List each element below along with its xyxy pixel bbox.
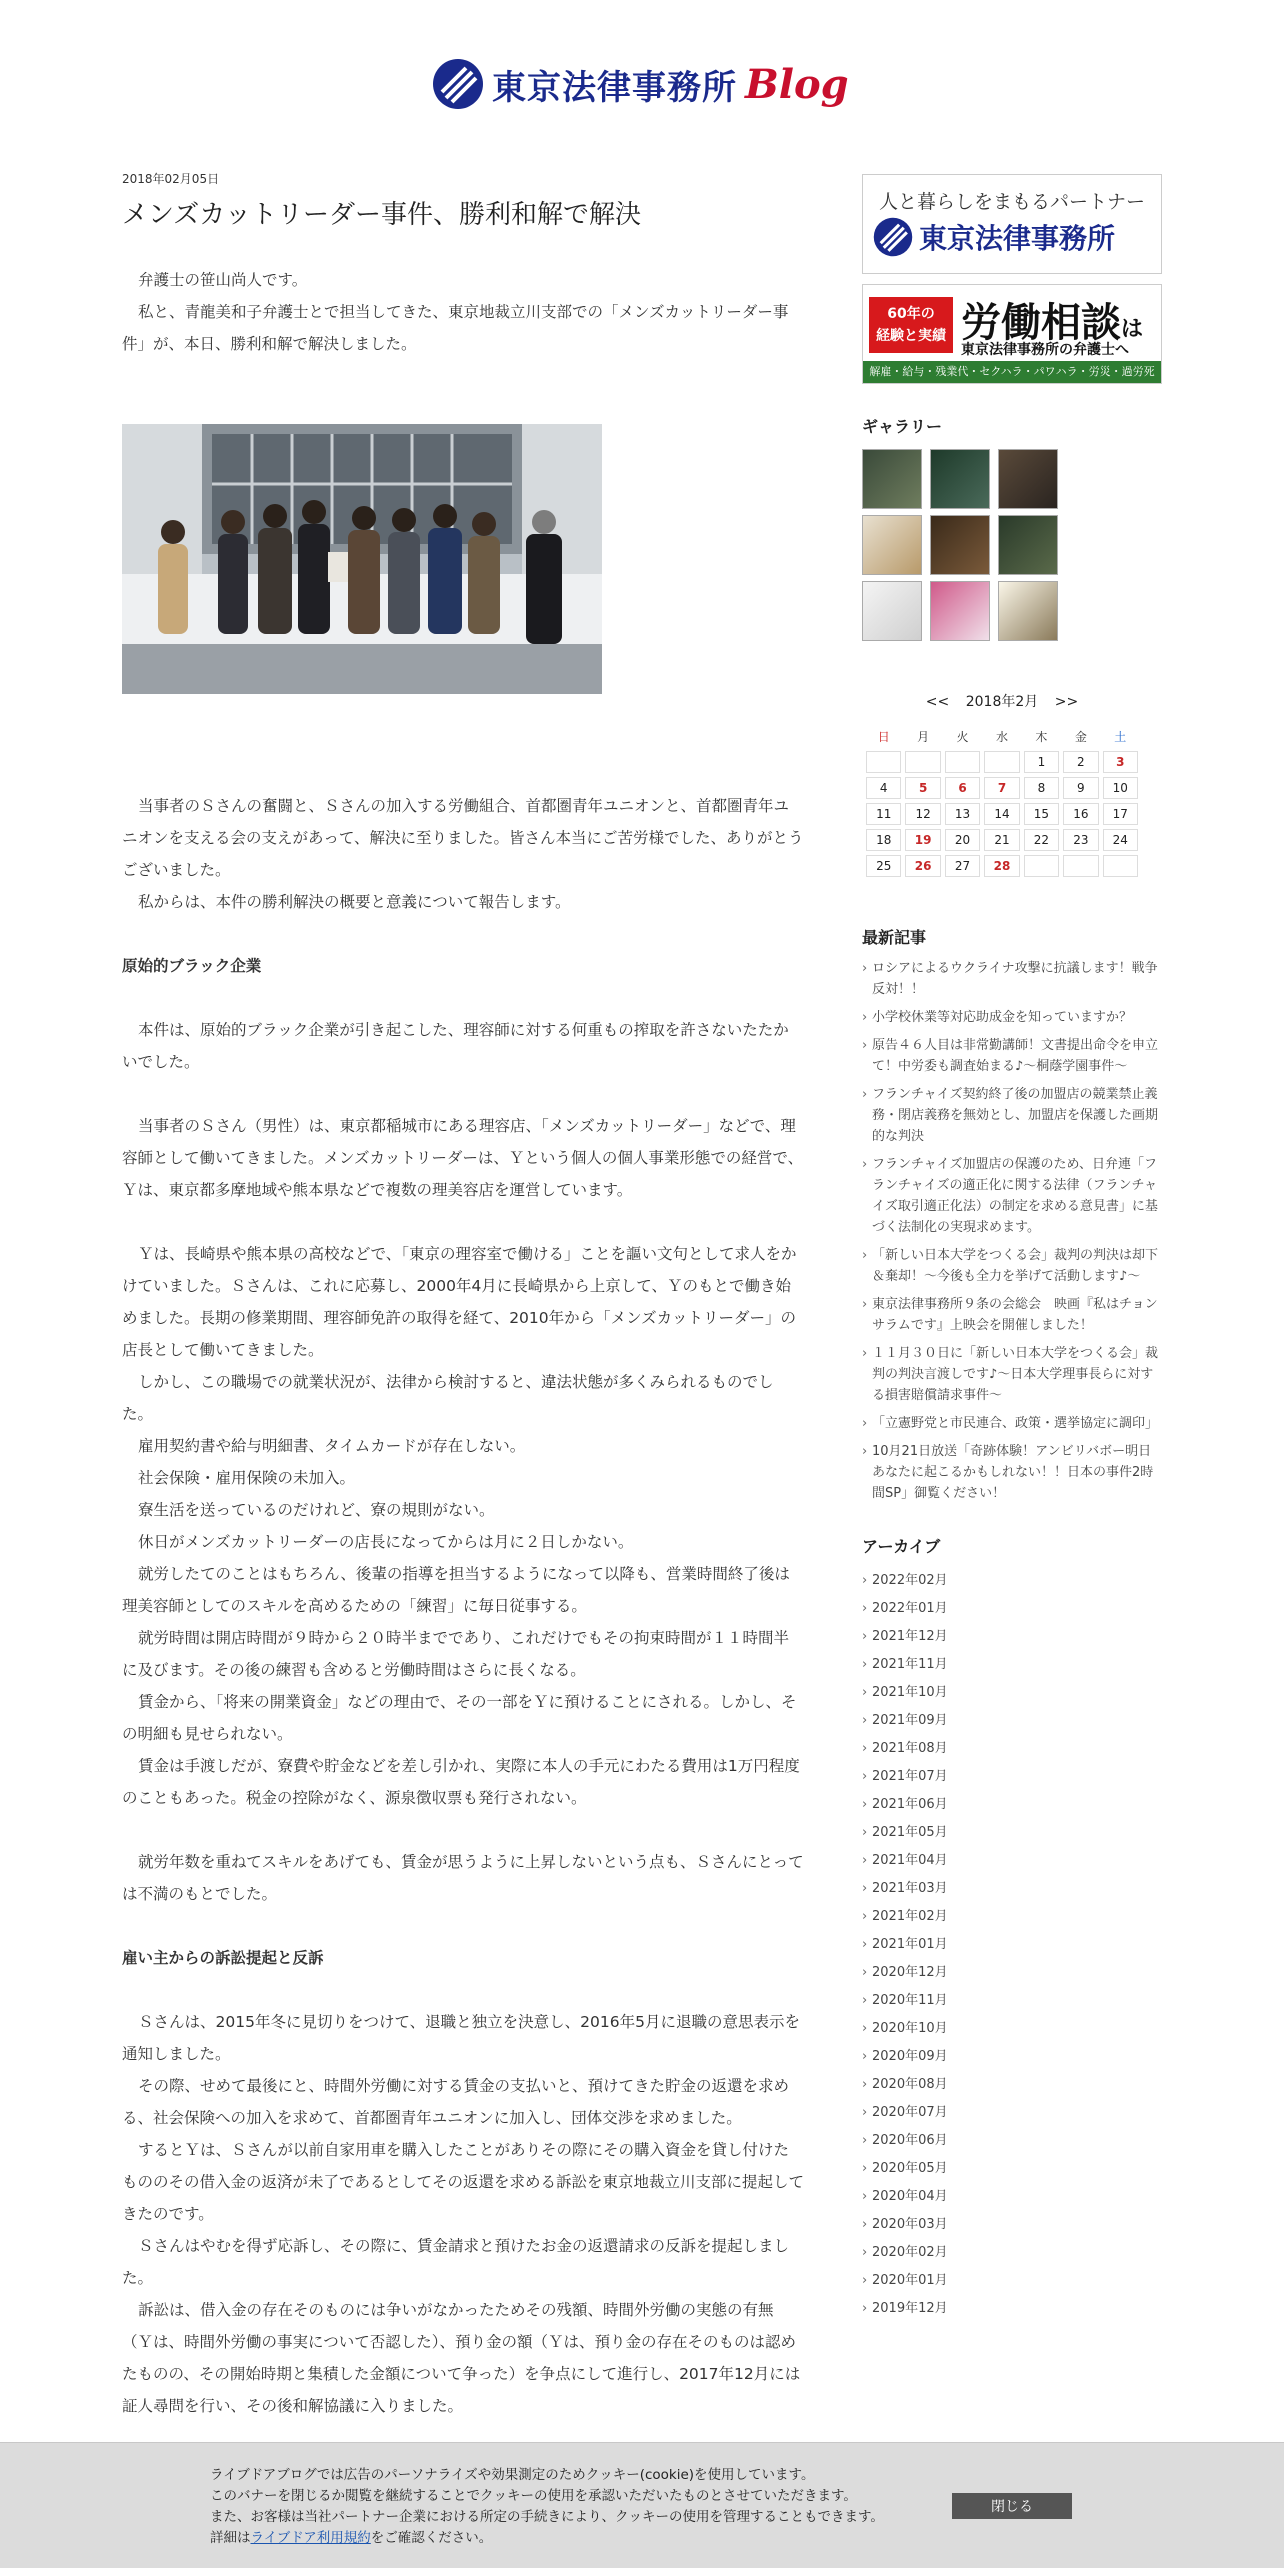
calendar-day[interactable]: 5 [905, 777, 940, 799]
experience-badge-line: 経験と実績 [876, 328, 946, 344]
labor-consultation-banner[interactable] [862, 284, 1162, 384]
gallery-heading: ギャラリー [862, 417, 943, 436]
gallery-thumbnail[interactable] [862, 515, 922, 575]
calendar-day: 22 [1024, 829, 1059, 851]
post-date: 2018年02月05日 [122, 172, 220, 186]
calendar-day: 2 [1063, 751, 1098, 773]
calendar-table [862, 721, 1142, 881]
calendar-day [945, 751, 980, 773]
sidebar [862, 174, 1162, 2323]
logo-blog-suffix: Blog [745, 60, 849, 108]
archive-month-link[interactable]: › 2021年08月 [862, 1735, 1162, 1763]
calendar-day[interactable]: 3 [1103, 751, 1138, 773]
calendar-day [984, 751, 1019, 773]
calendar-day [905, 751, 940, 773]
archive-month-link[interactable]: › 2021年12月 [862, 1623, 1162, 1651]
calendar-day [1063, 855, 1098, 877]
calendar-day: 11 [866, 803, 901, 825]
paragraph: 就労年数を重ねてスキルをあげても、賃金が思うように上昇しないという点も、Ｓさんにとっては不満のもとでした。 [122, 1853, 804, 1903]
group-photo-image [122, 424, 602, 694]
archive-month-link[interactable]: › 2021年01月 [862, 1931, 1162, 1959]
calendar-day: 27 [945, 855, 980, 877]
archive-month-link[interactable]: › 2021年05月 [862, 1819, 1162, 1847]
calendar-day[interactable]: 26 [905, 855, 940, 877]
archive-month-link[interactable]: › 2022年01月 [862, 1595, 1162, 1623]
labor-consultation-subtitle: 東京法律事務所の弁護士へ [961, 342, 1129, 358]
logo-text: 東京法律事務所 [492, 67, 737, 108]
post-title[interactable]: メンズカットリーダー事件、勝利和解で解決 [122, 200, 641, 230]
recent-post-link[interactable]: › 小学校休業等対応助成金を知っていますか？ [862, 1007, 1162, 1028]
blog-logo[interactable] [432, 54, 852, 114]
recent-post-link[interactable]: › 「新しい日本大学をつくる会」裁判の判決は却下＆棄却！～今後も全力を挙げて活動します♪～ [862, 1245, 1162, 1287]
calendar-day: 20 [945, 829, 980, 851]
paragraph: 休日がメンズカットリーダーの店長になってからは月に２日しかない。 [138, 1533, 634, 1551]
archive-month-link[interactable]: › 2021年10月 [862, 1679, 1162, 1707]
firm-logo-icon [432, 58, 484, 110]
weekday-header: 火 [956, 729, 969, 744]
calendar-day[interactable]: 7 [984, 777, 1019, 799]
gallery-thumbnail[interactable] [930, 515, 990, 575]
calendar-day[interactable]: 6 [945, 777, 980, 799]
section-heading: 原始的ブラック企業 [122, 957, 262, 975]
archive-list [862, 1567, 1162, 2323]
gallery-grid [862, 449, 1162, 641]
weekday-header: 水 [995, 729, 1008, 744]
firm-banner[interactable] [862, 174, 1162, 274]
recent-post-link[interactable]: › １１月３０日に「新しい日本大学をつくる会」裁判の判決言渡しです♪～日本大学理事長らに対する損害賠償請求事件～ [862, 1343, 1162, 1406]
cookie-notice-prefix: 詳細は [210, 2530, 251, 2546]
calendar-day: 14 [984, 803, 1019, 825]
recent-post-link[interactable]: › 「立憲野党と市民連合、政策・選挙協定に調印」 [862, 1413, 1162, 1434]
paragraph: 寮生活を送っているのだけれど、寮の規則がない。 [138, 1501, 495, 1519]
gallery-thumbnail[interactable] [862, 449, 922, 509]
labor-consultation-suffix: は [1121, 317, 1144, 342]
paragraph: 訴訟は、借入金の存在そのものには争いがなかったためその残額、時間外労働の実態の有無（Ｙは、時間外労働の事実について否認した）、預り金の額（Ｙは、預り金の存在そのものは認めたものの、その開始時期と集積した金額について争った）を争点にして進行し、2017年12月には証人尋問を行い、その後和解協議に入りました。 [122, 2301, 801, 2415]
experience-badge-line: 60年の [887, 306, 935, 322]
archive-month-link[interactable]: › 2020年06月 [862, 2127, 1162, 2155]
paragraph: 就労したてのことはもちろん、後輩の指導を担当するようになって以降も、営業時間終了後は理美容師としてのスキルを高めるための「練習」に毎日従事する。 [122, 1565, 790, 1615]
calendar-day: 15 [1024, 803, 1059, 825]
gallery-thumbnail[interactable] [998, 449, 1058, 509]
calendar-day: 10 [1103, 777, 1138, 799]
paragraph: Ｓさんはやむを得ず応訴し、その際に、賃金請求と預けたお金の返還請求の反訴を提起しました。 [122, 2237, 790, 2287]
paragraph: 当事者のＳさん（男性）は、東京都稲城市にある理容店、「メンズカットリーダー」などで、理容師として働いてきました。メンズカットリーダーは、Ｙという個人の個人事業形態での経営で、Ｙは、東京都多摩地域や熊本県などで複数の理美容店を運営しています。 [122, 1117, 804, 1199]
paragraph: 私と、青龍美和子弁護士とで担当してきた、東京地裁立川支部での「メンズカットリーダー事件」が、本日、勝利和解で解決しました。 [122, 303, 789, 353]
calendar-day: 24 [1103, 829, 1138, 851]
archive-month-link[interactable]: › 2020年09月 [862, 2043, 1162, 2071]
archive-month-link[interactable]: › 2020年02月 [862, 2239, 1162, 2267]
labor-topics-bar: 解雇・給与・残業代・セクハラ・パワハラ・労災・過労死 [863, 361, 1161, 383]
archive-month-link[interactable]: › 2021年06月 [862, 1791, 1162, 1819]
recent-post-link[interactable]: › 10月21日放送「奇跡体験！アンビリバボー明日あなたに起こるかもしれない！！日本の事件2時間SP」御覧ください！ [862, 1441, 1162, 1504]
blog-header [0, 0, 1284, 150]
archive-month-link[interactable]: › 2021年04月 [862, 1847, 1162, 1875]
calendar-day: 16 [1063, 803, 1098, 825]
calendar-day [866, 751, 901, 773]
section-heading: 雇い主からの訴訟提起と反訴 [122, 1949, 324, 1967]
calendar-day: 4 [866, 777, 901, 799]
cookie-notice-line: このバナーを閉じるか閲覧を継続することでクッキーの使用を承認いただいたものとさせていただきます。 [210, 2488, 857, 2504]
cookie-notice-suffix: をご確認ください。 [370, 2530, 493, 2546]
cookie-banner [0, 2442, 1284, 2568]
weekday-header: 木 [1035, 729, 1048, 744]
recent-post-link[interactable]: › ロシアによるウクライナ攻撃に抗議します！戦争反対！！ [862, 958, 1162, 1000]
paragraph: Ｙは、長崎県や熊本県の高校などで、「東京の理容室で働ける」ことを謳い文句として求人をかけていました。Ｓさんは、これに応募し、2000年4月に長崎県から上京して、Ｙのもとで働き始めました。長期の修業期間、理容師免許の取得を経て、2010年から「メンズカットリーダー」の店長として働いてきました。 [122, 1245, 797, 1359]
terms-link[interactable]: ライブドア利用規約 [250, 2530, 371, 2546]
calendar-prev-link[interactable]: << [925, 694, 950, 710]
paragraph: するとＹは、Ｓさんが以前自家用車を購入したことがありその際にその購入資金を貸し付けたもののその借入金の返済が未了であるとしてその返還を求める訴訟を東京地裁立川支部に提起してきたのです。 [122, 2141, 805, 2223]
calendar-next-link[interactable]: >> [1054, 694, 1079, 710]
paragraph: 弁護士の笹山尚人です。 [138, 271, 308, 289]
archive-month-link[interactable]: › 2020年04月 [862, 2183, 1162, 2211]
calendar-day: 21 [984, 829, 1019, 851]
firm-logo-icon [873, 217, 913, 257]
calendar-month: 2018年2月 [965, 694, 1039, 710]
paragraph: 当事者のＳさんの奮闘と、Ｓさんの加入する労働組合、首都圏青年ユニオンと、首都圏青年ユニオンを支える会の支えがあって、解決に至りました。皆さん本当にご苦労様でした、ありがとうございました。 [122, 797, 804, 879]
gallery-thumbnail[interactable] [998, 515, 1058, 575]
cookie-notice [210, 2465, 884, 2549]
weekday-header: 日 [877, 729, 890, 744]
archive-month-link[interactable]: › 2020年12月 [862, 1959, 1162, 1987]
archive-month-link[interactable]: › 2021年09月 [862, 1707, 1162, 1735]
calendar-day: 12 [905, 803, 940, 825]
paragraph: 賃金は手渡しだが、寮費や貯金などを差し引かれ、実際に本人の手元にわたる費用は1万円程度のこともあった。税金の控除がなく、源泉徴収票も発行されない。 [122, 1757, 800, 1807]
paragraph: 本件は、原始的ブラック企業が引き起こした、理容師に対する何重もの搾取を許さないたたかいでした。 [122, 1021, 789, 1071]
calendar-day: 1 [1024, 751, 1059, 773]
experience-badge [869, 297, 953, 353]
archive-month-link[interactable]: › 2020年11月 [862, 1987, 1162, 2015]
calendar-day: 13 [945, 803, 980, 825]
cookie-notice-line: また、お客様は当社パートナー企業における所定の手続きにより、クッキーの使用を管理することもできます。 [210, 2509, 884, 2525]
paragraph: 就労時間は開店時間が９時から２０時半までであり、これだけでもその拘束時間が１１時間半に及びます。その後の練習も含めると労働時間はさらに長くなる。 [122, 1629, 790, 1679]
paragraph: 私からは、本件の勝利解決の概要と意義について報告します。 [138, 893, 571, 911]
article-photo[interactable] [122, 424, 602, 694]
gallery-thumbnail[interactable] [998, 581, 1058, 641]
archive-month-link[interactable]: › 2020年07月 [862, 2099, 1162, 2127]
archive-month-link[interactable]: › 2020年03月 [862, 2211, 1162, 2239]
archive-month-link[interactable]: › 2019年12月 [862, 2295, 1162, 2323]
recent-post-link[interactable]: › フランチャイズ加盟店の保護のため、日弁連「フランチャイズの適正化に関する法律（フランチャイズ取引適正化法）の制定を求める意見書」に基づく法制化の実現求めます。 [862, 1154, 1162, 1238]
archive-month-link[interactable]: › 2021年11月 [862, 1651, 1162, 1679]
firm-banner-name: 東京法律事務所 [919, 222, 1116, 255]
archive-month-link[interactable]: › 2020年10月 [862, 2015, 1162, 2043]
calendar-day: 8 [1024, 777, 1059, 799]
archive-month-link[interactable]: › 2021年02月 [862, 1903, 1162, 1931]
calendar-day: 17 [1103, 803, 1138, 825]
archive-heading: アーカイブ [862, 1537, 941, 1556]
calendar-nav [862, 691, 1142, 711]
gallery-thumbnail[interactable] [930, 581, 990, 641]
paragraph: 雇用契約書や給与明細書、タイムカードが存在しない。 [138, 1437, 526, 1455]
archive-month-link[interactable]: › 2022年02月 [862, 1567, 1162, 1595]
paragraph: しかし、この職場での就業状況が、法律から検討すると、違法状態が多くみられるものでした。 [122, 1373, 774, 1423]
calendar [862, 691, 1142, 881]
calendar-day: 25 [866, 855, 901, 877]
calendar-day[interactable]: 19 [905, 829, 940, 851]
archive-month-link[interactable]: › 2021年07月 [862, 1763, 1162, 1791]
paragraph: その際、せめて最後にと、時間外労働に対する賃金の支払いと、預けてきた貯金の返還を求める、社会保険への加入を求めて、首都圏青年ユニオンに加入し、団体交渉を求めました。 [122, 2077, 790, 2127]
calendar-day [1024, 855, 1059, 877]
cookie-close-button[interactable]: 閉じる [952, 2493, 1072, 2519]
weekday-header: 金 [1074, 729, 1087, 744]
weekday-header: 月 [917, 729, 930, 744]
post-body [122, 264, 804, 2422]
paragraph: 賃金から、「将来の開業資金」などの理由で、その一部をＹに預けることにされる。しかし、その明細も見せられない。 [122, 1693, 797, 1743]
gallery-thumbnail[interactable] [862, 581, 922, 641]
paragraph: 社会保険・雇用保険の未加入。 [138, 1469, 356, 1487]
recent-post-link[interactable]: › 原告４６人目は非常勤講師！文書提出命令を申立て！中労委も調査始まる♪～桐蔭学園事件～ [862, 1035, 1162, 1077]
cookie-notice-line: ライブドアブログでは広告のパーソナライズや効果測定のためクッキー(cookie)を使用しています。 [210, 2467, 815, 2483]
labor-consultation-word: 労働相談 [961, 300, 1121, 346]
recent-posts-list [862, 958, 1162, 1504]
archive-month-link[interactable]: › 2020年08月 [862, 2071, 1162, 2099]
calendar-day: 18 [866, 829, 901, 851]
calendar-day: 9 [1063, 777, 1098, 799]
archive-month-link[interactable]: › 2020年05月 [862, 2155, 1162, 2183]
cookie-notice-line [210, 2528, 884, 2549]
gallery-thumbnail[interactable] [930, 449, 990, 509]
calendar-day: 23 [1063, 829, 1098, 851]
archive-month-link[interactable]: › 2020年01月 [862, 2267, 1162, 2295]
weekday-header: 土 [1114, 729, 1127, 744]
recent-post-link[interactable]: › 東京法律事務所９条の会総会 映画『私はチョンサラムです』上映会を開催しました！ [862, 1294, 1162, 1336]
recent-post-link[interactable]: › フランチャイズ契約終了後の加盟店の競業禁止義務・閉店義務を無効とし、加盟店を保護した画期的な判決 [862, 1084, 1162, 1147]
recent-posts-heading: 最新記事 [862, 928, 927, 947]
article [122, 170, 804, 2422]
calendar-day[interactable]: 28 [984, 855, 1019, 877]
calendar-day [1103, 855, 1138, 877]
archive-month-link[interactable]: › 2021年03月 [862, 1875, 1162, 1903]
firm-banner-tagline: 人と暮らしをまもるパートナー [878, 191, 1145, 213]
paragraph: Ｓさんは、2015年冬に見切りをつけて、退職と独立を決意し、2016年5月に退職の意思表示を通知しました。 [122, 2013, 800, 2063]
